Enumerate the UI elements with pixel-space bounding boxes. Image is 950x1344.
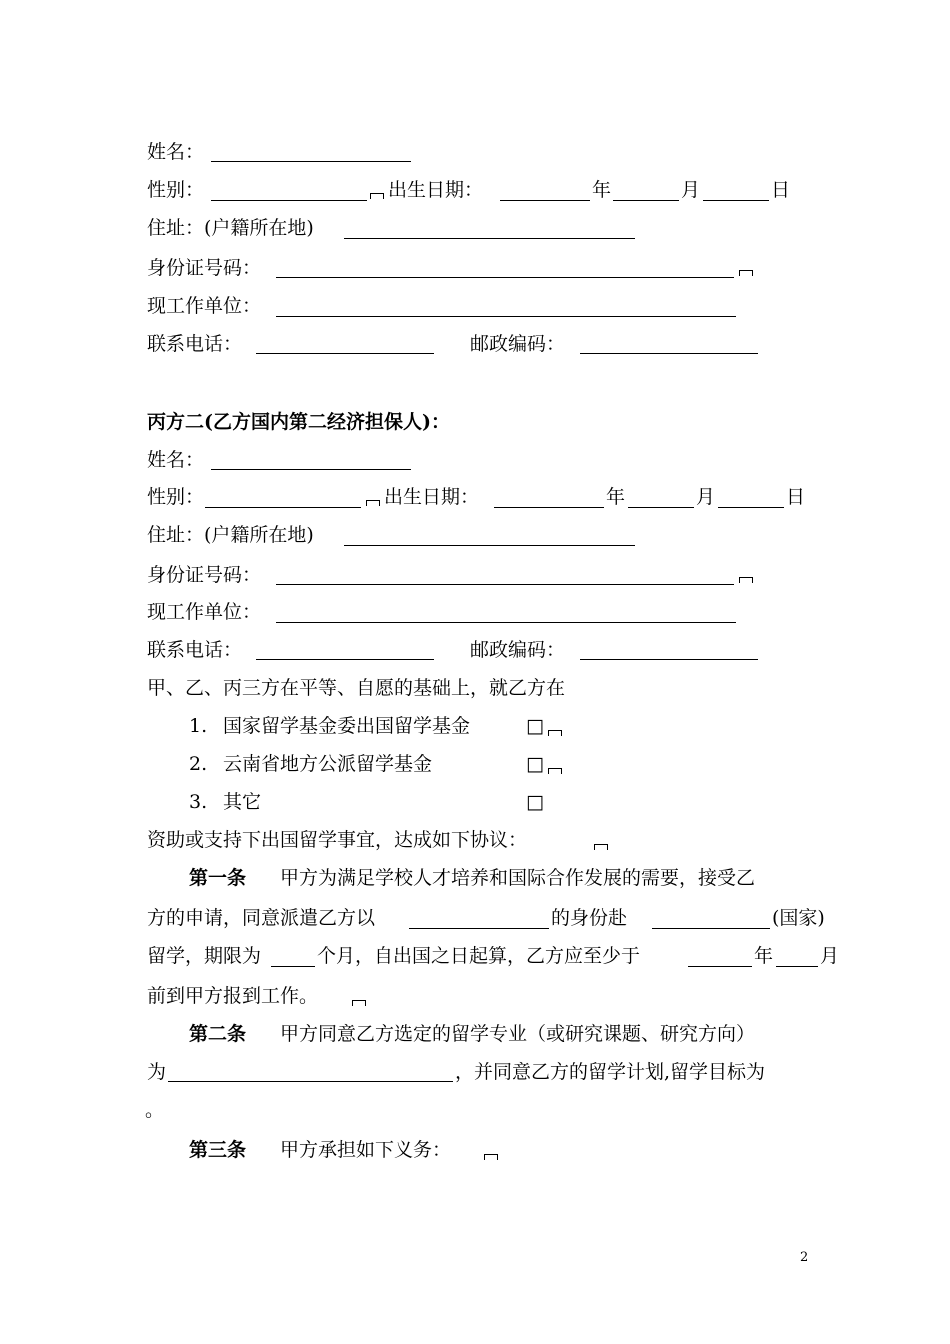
article-text: 留学，期限为 (147, 945, 262, 967)
paragraph-mark (594, 844, 608, 850)
postcode-label: 邮政编码： (470, 333, 566, 355)
dob-month-field[interactable] (613, 200, 679, 201)
page-number: 2 (800, 1250, 809, 1265)
dob-label: 出生日期： (388, 179, 484, 201)
name-label: 姓名： (147, 141, 205, 163)
postcode-field[interactable] (580, 353, 758, 354)
option-label: 其它 (223, 791, 262, 813)
gender-label: 性别： (147, 179, 205, 201)
month-label: 月 (681, 179, 701, 201)
article-title: 第一条 (189, 867, 247, 889)
gender-label: 性别： (147, 486, 205, 508)
name-label: 姓名： (147, 449, 205, 471)
paragraph-mark (548, 730, 562, 736)
option-checkbox[interactable]: □ (526, 753, 544, 775)
agreement-text: 资助或支持下出国留学事宜，达成如下协议： (147, 829, 528, 851)
major-field[interactable] (168, 1081, 453, 1082)
year-label: 年 (754, 945, 774, 967)
gender-field[interactable] (211, 200, 367, 201)
article-text: 的身份赴 (551, 907, 628, 929)
dob-year-field[interactable] (494, 507, 604, 508)
option-number: 2. (189, 753, 208, 775)
article-text: 甲方同意乙方选定的留学专业（或研究课题、研究方向） (280, 1023, 756, 1045)
return-month-field[interactable] (776, 966, 818, 967)
address-field[interactable] (344, 238, 635, 239)
address-field[interactable] (344, 545, 635, 546)
article-text: (国家) (772, 907, 825, 929)
article-text: 。 (145, 1099, 165, 1121)
id-field[interactable] (276, 584, 734, 585)
work-label: 现工作单位： (147, 601, 262, 623)
work-field[interactable] (276, 622, 736, 623)
paragraph-mark (366, 500, 380, 506)
paragraph-mark (739, 270, 753, 276)
article-text: 甲方承担如下义务： (280, 1139, 452, 1161)
id-label: 身份证号码： (147, 564, 262, 586)
dob-month-field[interactable] (628, 507, 694, 508)
name-field[interactable] (211, 469, 411, 470)
paragraph-mark (739, 577, 753, 583)
id-field[interactable] (276, 277, 734, 278)
name-field[interactable] (211, 161, 411, 162)
day-label: 日 (786, 486, 806, 508)
article-text: 个月，自出国之日起算，乙方应至少于 (317, 945, 641, 967)
article-text: ，并同意乙方的留学计划,留学目标为 (455, 1061, 766, 1083)
work-field[interactable] (276, 316, 736, 317)
phone-label: 联系电话： (147, 639, 243, 661)
month-label: 月 (820, 945, 840, 967)
option-checkbox[interactable]: □ (526, 791, 544, 813)
option-label: 国家留学基金委出国留学基金 (223, 715, 471, 737)
article-title: 第二条 (189, 1023, 247, 1045)
paragraph-mark (352, 1000, 366, 1006)
phone-label: 联系电话： (147, 333, 243, 355)
article-text: 甲方为满足学校人才培养和国际合作发展的需要，接受乙 (280, 867, 756, 889)
section-heading: 丙方二(乙方国内第二经济担保人)： (147, 411, 450, 433)
paragraph-mark (548, 768, 562, 774)
phone-field[interactable] (256, 659, 434, 660)
postcode-label: 邮政编码： (470, 639, 566, 661)
address-label: 住址：(户籍所在地) (147, 524, 314, 546)
option-number: 3. (189, 791, 208, 813)
duration-field[interactable] (271, 966, 315, 967)
return-year-field[interactable] (688, 966, 752, 967)
article-title: 第三条 (189, 1139, 247, 1161)
dob-year-field[interactable] (500, 200, 590, 201)
paragraph-mark (370, 193, 384, 199)
identity-field[interactable] (409, 928, 549, 929)
month-label: 月 (696, 486, 716, 508)
work-label: 现工作单位： (147, 295, 262, 317)
year-label: 年 (592, 179, 612, 201)
option-number: 1. (189, 715, 208, 737)
paragraph-mark (484, 1154, 498, 1160)
option-checkbox[interactable]: □ (526, 715, 544, 737)
year-label: 年 (606, 486, 626, 508)
country-field[interactable] (652, 928, 770, 929)
intro-text: 甲、乙、丙三方在平等、自愿的基础上，就乙方在 (147, 677, 566, 699)
gender-field[interactable] (205, 507, 361, 508)
postcode-field[interactable] (580, 659, 758, 660)
address-label: 住址：(户籍所在地) (147, 217, 314, 239)
day-label: 日 (771, 179, 791, 201)
phone-field[interactable] (256, 353, 434, 354)
option-label: 云南省地方公派留学基金 (223, 753, 433, 775)
article-text: 为 (147, 1061, 167, 1083)
article-text: 方的申请，同意派遣乙方以 (147, 907, 376, 929)
id-label: 身份证号码： (147, 257, 262, 279)
dob-day-field[interactable] (718, 507, 784, 508)
dob-label: 出生日期： (384, 486, 480, 508)
dob-day-field[interactable] (703, 200, 769, 201)
article-text: 前到甲方报到工作。 (147, 985, 319, 1007)
